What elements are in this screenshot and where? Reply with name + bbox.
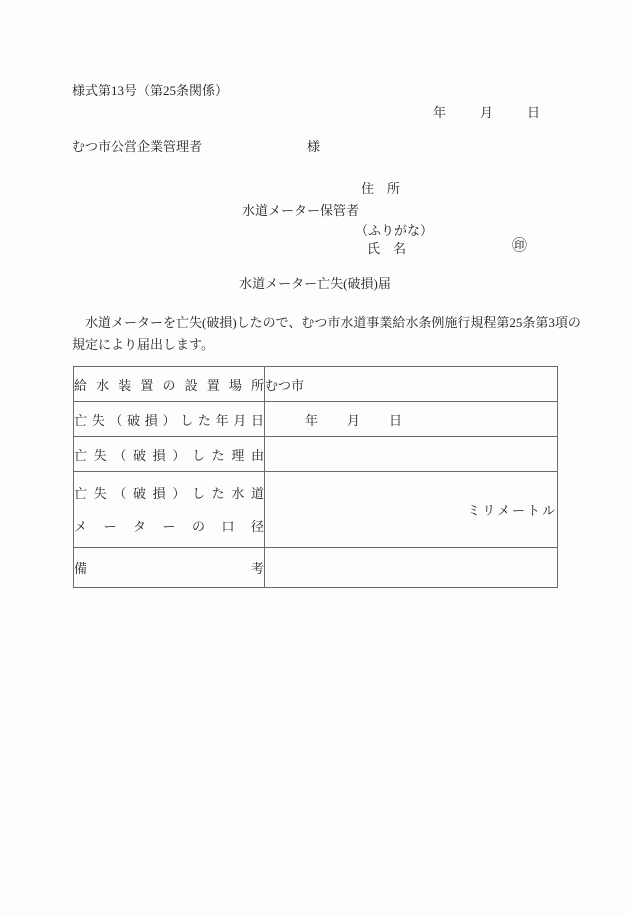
table-row-meter-diameter (74, 472, 558, 548)
header-date-year-label: 年 (433, 105, 447, 120)
header-date-month-label: 月 (480, 105, 494, 120)
label-cell-loss-reason (74, 437, 265, 472)
value-cell-installation-location (265, 367, 558, 402)
remarks-label: 備 考 (74, 561, 264, 576)
seal-icon: ㊞ (512, 238, 528, 254)
loss-date-label: 亡 失 （ 破 損 ） し た 年 月 日 (74, 412, 264, 428)
value-cell-meter-diameter (265, 472, 558, 548)
form-table (73, 366, 558, 588)
value-cell-loss-date (265, 402, 558, 437)
loss-date-year-label: 年 (305, 412, 319, 428)
document-title: 水道メーター亡失(破損)届 (239, 276, 391, 291)
header-date-day-label: 日 (527, 105, 541, 120)
table-row-loss-date (74, 402, 558, 437)
table-row-loss-reason (74, 437, 558, 472)
label-cell-loss-date (74, 402, 265, 437)
loss-date-day-label: 日 (389, 412, 403, 428)
installation-location-label: 給 水 装 置 の 設 置 場 所 (74, 377, 264, 393)
table-row-remarks (74, 548, 558, 588)
installation-location-value: むつ市 (265, 377, 305, 393)
meter-diameter-label (74, 477, 264, 543)
loss-reason-label: 亡 失 （ 破 損 ） し た 理 由 (74, 447, 264, 463)
form-number: 様式第13号（第25条関係） (72, 83, 229, 98)
name-label: 氏 名 (367, 241, 407, 256)
body-line-1: 水道メーターを亡失(破損)したので、むつ市水道事業給水条例施行規程第25条第3項の (72, 315, 581, 330)
label-cell-installation-location (74, 367, 265, 402)
label-cell-meter-diameter (74, 472, 265, 548)
loss-date-value-line (265, 410, 557, 429)
body-line-2: 規定により届出します。 (72, 337, 214, 352)
addressee-name: むつ市公営企業管理者 (72, 139, 203, 154)
meter-diameter-label-line1: 亡 失 （ 破 損 ） し た 水 道 (74, 485, 264, 501)
addressee-honorific: 様 (307, 139, 321, 154)
label-cell-remarks (74, 548, 265, 588)
custodian-label: 水道メーター保管者 (242, 203, 360, 218)
header-date-line (433, 102, 540, 121)
loss-date-month-label: 月 (347, 412, 361, 428)
meter-diameter-unit: ミリメートル (467, 503, 557, 518)
table-row-installation-location (74, 367, 558, 402)
value-cell-loss-reason (265, 437, 558, 472)
meter-diameter-label-line2: メ ー タ ー の 口 径 (74, 518, 264, 534)
value-cell-remarks (265, 548, 558, 588)
furigana-label: （ふりがな） (355, 223, 434, 238)
address-label: 住 所 (361, 181, 401, 196)
